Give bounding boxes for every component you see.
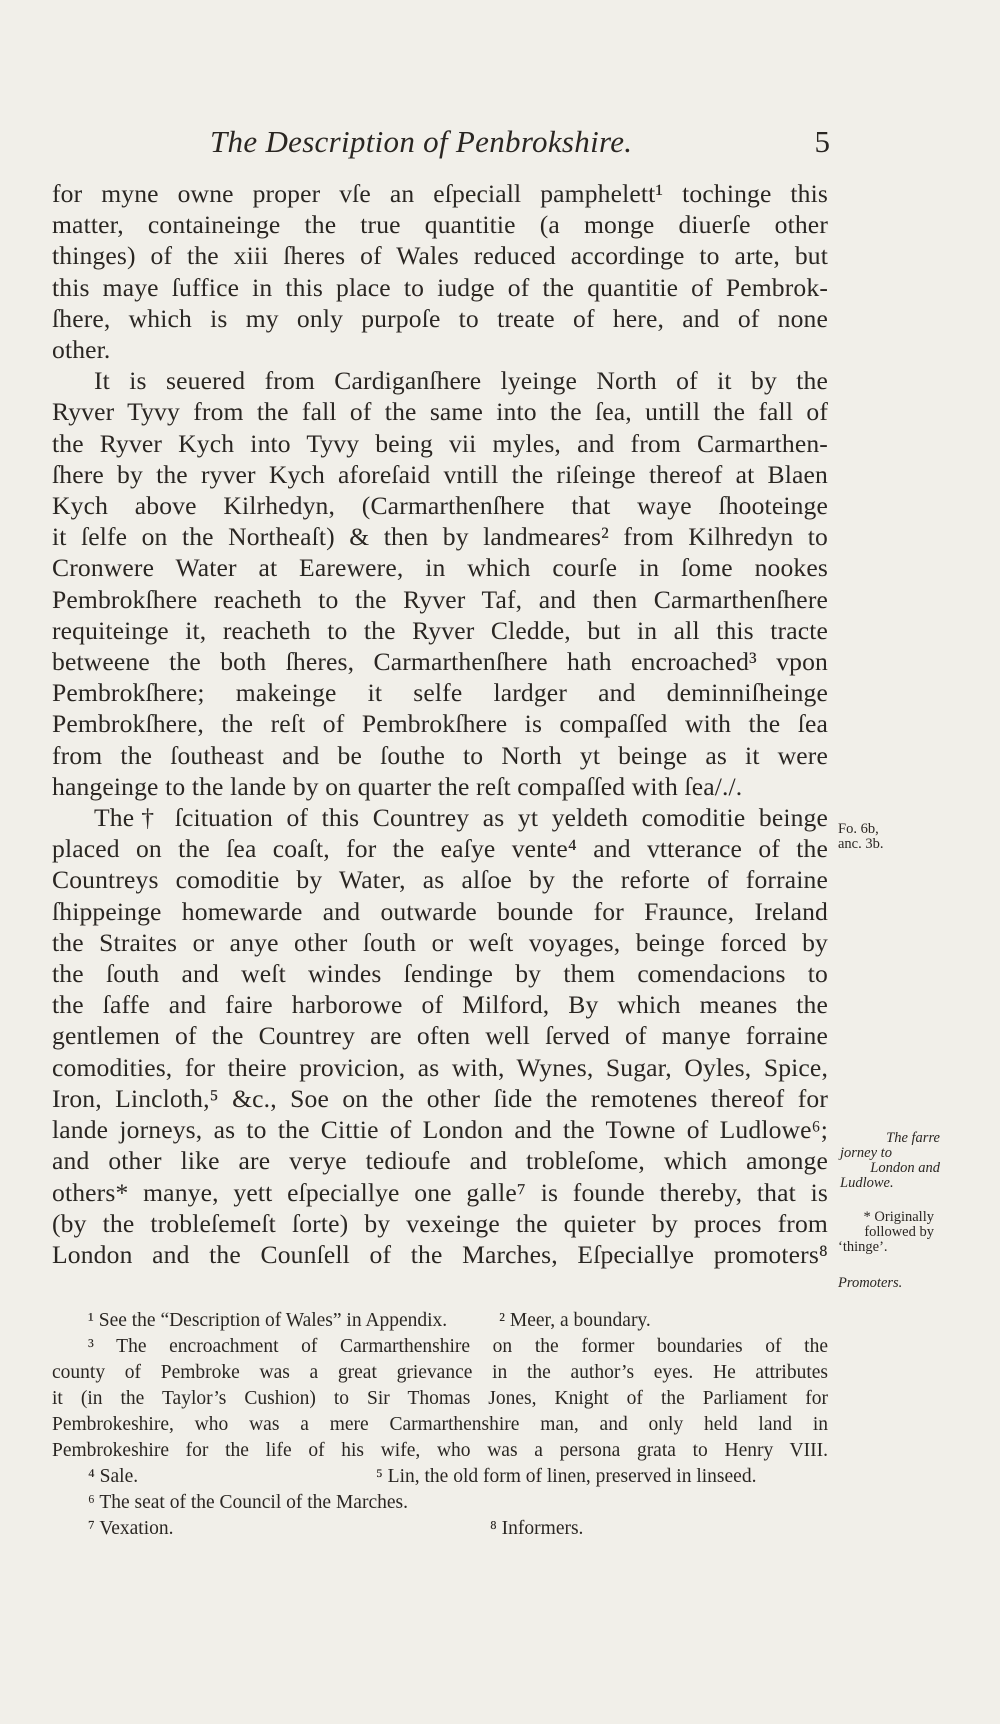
paragraph-1 — [52, 178, 828, 365]
margin-note-line: The farre — [886, 1130, 940, 1146]
text-line: matter, containeinge the true quantitie (a monge diuerſe other — [52, 210, 828, 240]
text-line: (by the trobleſemeſt ſorte) by vexeinge the quieter by proces from — [52, 1208, 828, 1238]
text-line: It is seuered from Cardiganſhere lyeinge North of it by the — [94, 366, 828, 396]
margin-note-line: Fo. 6b, — [838, 821, 879, 837]
text-line: Iron, Lincloth,⁵ &c., Soe on the other ſide the remotenes thereof for — [52, 1083, 828, 1113]
footnote-5: ⁵ Lin, the old form of linen, preserved in linseed. — [376, 1466, 757, 1487]
text-line: other. — [52, 335, 111, 365]
footnote-2: ² Meer, a boundary. — [499, 1310, 651, 1331]
text-line: Kych above Kilrhedyn, (Carmarthenſhere that waye ſhooteinge — [52, 491, 828, 521]
text-line: London and the Counſell of the Marches, Eſpeciallye promoters⁸ — [52, 1239, 828, 1269]
margin-note-promoters: Promoters. — [838, 1275, 903, 1291]
footnote-3-line: Pembrokeshire for the life of his wife, who was a persona grata to Henry VIII. — [52, 1440, 828, 1461]
margin-note-line: jorney to — [840, 1145, 892, 1161]
text-line: The† ſcituation of this Countrey as yt yeldeth comoditie beinge — [94, 803, 828, 833]
text-line: Pembrokſhere; makeinge it selfe lardger and deminniſheinge — [52, 678, 828, 708]
running-header — [210, 124, 830, 164]
text-line: ſhippeinge homewarde and outwarde bounde for Fraunce, Ireland — [52, 896, 828, 926]
text-line: others* manye, yett eſpeciallye one galle⁷ is founde thereby, that is — [52, 1177, 828, 1207]
footnote-row — [52, 1308, 828, 1334]
margin-note-line: followed by — [864, 1224, 934, 1240]
margin-note-line: London and — [870, 1160, 940, 1176]
running-title: The Description of Penbrokshire. — [210, 124, 633, 159]
text-line: hangeinge to the lande by on quarter the reſt compaſſed with ſea/./. — [52, 771, 743, 801]
text-line: comodities, for theire provicion, as with, Wynes, Sugar, Oyles, Spice, — [52, 1052, 828, 1082]
margin-note-originally — [838, 1210, 934, 1255]
text-line: Pembrokſhere, the reſt of Pembrokſhere is compaſſed with the ſea — [52, 709, 828, 739]
page-number: 5 — [814, 124, 830, 159]
text-line: ſhere by the ryver Kych aforeſaid vntill the riſeinge thereof at Blaen — [52, 459, 828, 489]
text-line: lande jorneys, as to the Cittie of London and the Towne of Ludlowe⁶; — [52, 1115, 828, 1145]
footnote-1: ¹ See the “Description of Wales” in Appendix. — [88, 1310, 448, 1331]
text-line: placed on the ſea coaſt, for the eaſye vente⁴ and vtterance of the — [52, 834, 828, 864]
text-line: Countreys comoditie by Water, as alſoe by the reforte of forraine — [52, 865, 828, 895]
footnote-row — [52, 1516, 828, 1542]
margin-note-line: anc. 3b. — [838, 836, 884, 852]
footnote-4: ⁴ Sale. — [88, 1466, 139, 1487]
margin-note-farre-jorney — [840, 1131, 940, 1191]
main-text — [52, 178, 828, 1270]
text-line: this maye ſuffice in this place to iudge of the quantitie of Pembrok- — [52, 272, 828, 302]
text-line: for myne owne proper vſe an eſpeciall pamphelett¹ tochinge this — [52, 179, 828, 208]
margin-note-line: Ludlowe. — [840, 1175, 894, 1191]
margin-note-line: ‘thinge’. — [838, 1239, 888, 1255]
text-line: from the ſoutheast and be ſouthe to North yt beinge as it were — [52, 740, 828, 770]
text-line: gentlemen of the Countrey are often well ſerved of manye forraine — [52, 1021, 828, 1051]
footnote-3-line: Pembrokeshire, who was a mere Carmarthenshire man, and only held land in — [52, 1414, 828, 1435]
footnotes — [52, 1308, 828, 1542]
text-line: the Straites or anye other ſouth or weſt voyages, beinge forced by — [52, 927, 828, 957]
footnote-3-line: ³ The encroachment of Carmarthenshire on the former boundaries of the — [88, 1336, 828, 1357]
text-line: it ſelfe on the Northeaſt) & then by landmeares² from Kilhredyn to — [52, 522, 828, 552]
paragraph-2 — [52, 365, 828, 802]
text-line: betweene the both ſheres, Carmarthenſhere hath encroached³ vpon — [52, 647, 828, 677]
text-line: Pembrokſhere reacheth to the Ryver Taf, and then Carmarthenſhere — [52, 584, 828, 614]
footnote-7: ⁷ Vexation. — [88, 1518, 174, 1539]
margin-note-folio — [838, 822, 884, 852]
text-line: ſhere, which is my only purpoſe to treate of here, and of none — [52, 303, 828, 333]
text-line: the ſaffe and faire harborowe of Milford, By which meanes the — [52, 990, 828, 1020]
text-line: and other like are verye tedioufe and trobleſome, which amonge — [52, 1146, 828, 1176]
footnote-3-line: county of Pembroke was a great grievance in the author’s eyes. He attributes — [52, 1362, 828, 1383]
paragraph-3 — [52, 802, 828, 1270]
text-line: thinges) of the xiii ſheres of Wales reduced accordinge to arte, but — [52, 241, 828, 271]
text-line: the ſouth and weſt windes ſendinge by them comendacions to — [52, 959, 828, 989]
footnote-3-line: it (in the Taylor’s Cushion) to Sir Thomas Jones, Knight of the Parliament for — [52, 1388, 828, 1409]
text-line: requiteinge it, reacheth to the Ryver Cledde, but in all this tracte — [52, 615, 828, 645]
text-line: the Ryver Kych into Tyvy being vii myles, and from Carmarthen- — [52, 428, 828, 458]
footnote-6: ⁶ The seat of the Council of the Marches. — [88, 1492, 408, 1513]
margin-note-line: * Originally — [863, 1209, 934, 1225]
footnote-row — [52, 1464, 828, 1490]
footnote-8: ⁸ Informers. — [490, 1518, 584, 1539]
text-line: Cronwere Water at Earewere, in which courſe in ſome nookes — [52, 553, 828, 583]
text-line: Ryver Tyvy from the fall of the same into the ſea, untill the fall of — [52, 397, 828, 427]
